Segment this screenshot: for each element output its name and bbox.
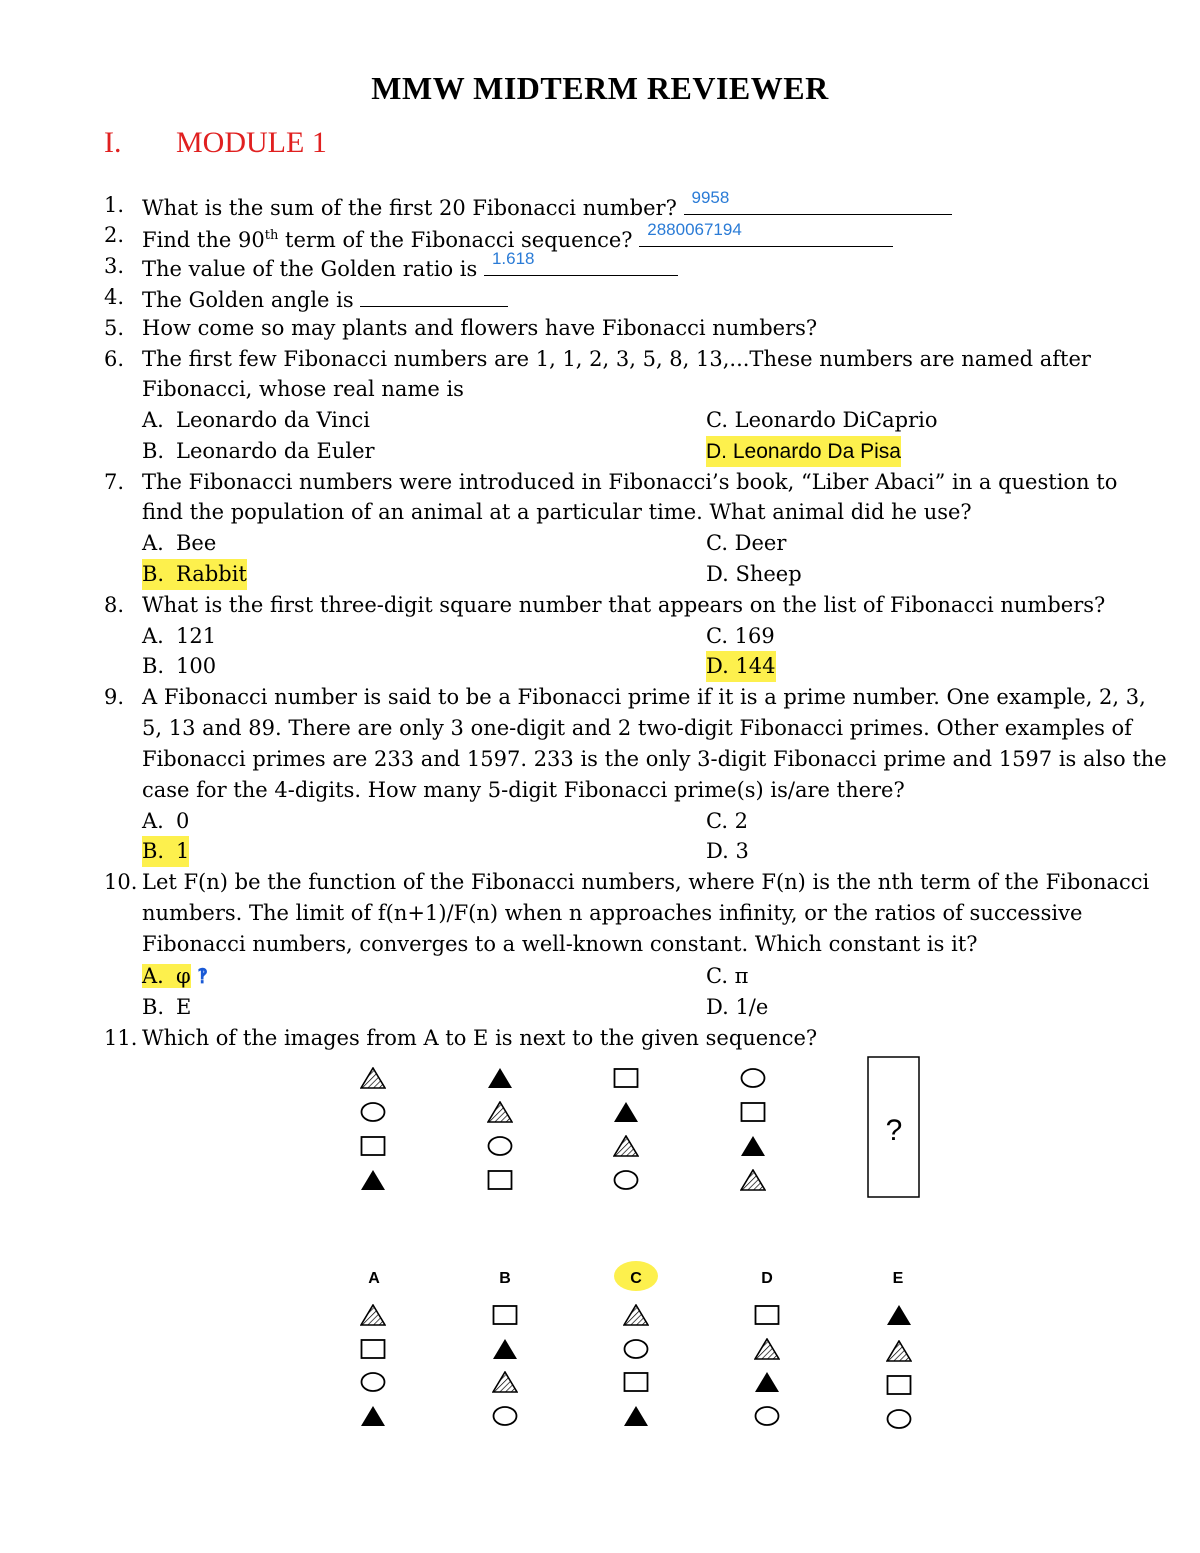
choice-label-c: C bbox=[630, 1270, 642, 1287]
choice-e-column bbox=[887, 1305, 911, 1428]
question-number: 9. bbox=[104, 685, 125, 709]
option-d-correct[interactable]: D. Leonardo Da Pisa bbox=[706, 436, 901, 467]
question-text: A Fibonacci number is said to be a Fibonacci prime if it is a prime number. One example, 2, 3, bbox=[142, 685, 1146, 709]
circle-icon bbox=[625, 1340, 648, 1358]
option-b-correct[interactable]: B. 1 bbox=[142, 836, 189, 867]
circle-icon bbox=[756, 1407, 779, 1425]
square-icon bbox=[362, 1340, 385, 1358]
answer-text: 9958 bbox=[691, 188, 730, 207]
triangle-icon bbox=[493, 1339, 517, 1359]
answer-blank[interactable] bbox=[639, 222, 893, 247]
question-text: Find the 90 bbox=[142, 228, 265, 252]
circle-icon bbox=[742, 1069, 765, 1087]
option-c[interactable]: C. Leonardo DiCaprio bbox=[706, 408, 938, 432]
handwritten-mark-icon: ‽ bbox=[197, 966, 209, 988]
option-a[interactable]: A. 121 bbox=[142, 624, 217, 648]
question-text: How come so may plants and flowers have Fibonacci numbers? bbox=[142, 316, 818, 340]
sequence-unknown-box bbox=[868, 1057, 919, 1197]
choice-a-column bbox=[361, 1305, 385, 1426]
question-text: 5, 13 and 89. There are only 3 one-digit and 2 two-digit Fibonacci primes. Other examples of bbox=[142, 716, 1132, 740]
hatched-triangle-icon bbox=[614, 1136, 638, 1156]
triangle-icon bbox=[361, 1170, 385, 1190]
question-number: 6. bbox=[104, 347, 125, 371]
question-number: 8. bbox=[104, 593, 125, 617]
question-text: Which of the images from A to E is next to the given sequence? bbox=[142, 1026, 818, 1050]
option-b[interactable]: B. E bbox=[142, 995, 192, 1019]
question-text: numbers. The limit of f(n+1)/F(n) when n approaches infinity, or the ratios of successive bbox=[142, 901, 1083, 925]
triangle-icon bbox=[361, 1406, 385, 1426]
module-heading bbox=[104, 126, 327, 160]
triangle-icon bbox=[624, 1406, 648, 1426]
page-title: MMW MIDTERM REVIEWER bbox=[371, 70, 829, 106]
choice-label-a: A bbox=[368, 1270, 380, 1287]
question-text: The Fibonacci numbers were introduced in Fibonacci’s book, “Liber Abaci” in a question to bbox=[142, 470, 1118, 494]
question-text: The Golden angle is bbox=[142, 288, 354, 312]
circle-icon bbox=[615, 1171, 638, 1189]
option-d[interactable]: D. Sheep bbox=[706, 562, 802, 586]
hatched-triangle-icon bbox=[887, 1341, 911, 1361]
sequence-column-1 bbox=[361, 1068, 385, 1190]
question-number: 5. bbox=[104, 316, 125, 340]
question-text: What is the sum of the first 20 Fibonacci number? bbox=[142, 196, 677, 220]
hatched-triangle-icon bbox=[624, 1305, 648, 1325]
question-text: The value of the Golden ratio is bbox=[142, 257, 478, 281]
option-b[interactable]: B. 100 bbox=[142, 654, 217, 678]
choice-label-b: B bbox=[499, 1270, 511, 1287]
square-icon bbox=[756, 1306, 779, 1324]
answer-blank[interactable] bbox=[360, 282, 508, 307]
question-text: Fibonacci numbers, converges to a well-known constant. Which constant is it? bbox=[142, 932, 978, 956]
square-icon bbox=[742, 1103, 765, 1121]
question-mark: ? bbox=[885, 1114, 903, 1147]
triangle-icon bbox=[614, 1102, 638, 1122]
choice-d-column bbox=[755, 1306, 779, 1425]
hatched-triangle-icon bbox=[493, 1372, 517, 1392]
question-number: 11. bbox=[104, 1026, 138, 1050]
sequence-column-4 bbox=[741, 1069, 765, 1190]
question-number: 1. bbox=[104, 193, 125, 217]
option-b[interactable]: B. Leonardo da Euler bbox=[142, 439, 375, 463]
question-text: What is the first three-digit square number that appears on the list of Fibonacci numbers? bbox=[142, 593, 1106, 617]
triangle-icon bbox=[887, 1305, 911, 1325]
module-number: I. bbox=[104, 126, 122, 159]
choice-label-e: E bbox=[892, 1270, 904, 1287]
hatched-triangle-icon bbox=[741, 1170, 765, 1190]
answer-blank[interactable] bbox=[484, 251, 678, 276]
option-c[interactable]: C. Deer bbox=[706, 531, 787, 555]
square-icon bbox=[489, 1171, 512, 1189]
circle-icon bbox=[362, 1103, 385, 1121]
square-icon bbox=[494, 1306, 517, 1324]
choice-label-d: D bbox=[761, 1270, 773, 1287]
question-text: Fibonacci, whose real name is bbox=[142, 377, 464, 401]
question-text: case for the 4-digits. How many 5-digit Fibonacci prime(s) is/are there? bbox=[142, 778, 905, 802]
question-text: find the population of an animal at a particular time. What animal did he use? bbox=[142, 500, 972, 524]
hatched-triangle-icon bbox=[361, 1305, 385, 1325]
option-c[interactable]: C. 169 bbox=[706, 624, 775, 648]
square-icon bbox=[362, 1137, 385, 1155]
question-text: term of the Fibonacci sequence? bbox=[278, 228, 633, 252]
square-icon bbox=[888, 1376, 911, 1394]
option-d-correct[interactable]: D. 144 bbox=[706, 651, 776, 682]
option-a[interactable]: A. Bee bbox=[142, 531, 217, 555]
superscript: th bbox=[264, 228, 279, 243]
question-number: 10. bbox=[104, 870, 138, 894]
module-label: MODULE 1 bbox=[176, 126, 327, 159]
question-number: 7. bbox=[104, 470, 125, 494]
choice-c-column bbox=[624, 1305, 648, 1426]
question-text: Fibonacci primes are 233 and 1597. 233 is the only 3-digit Fibonacci prime and 1597 is also the bbox=[142, 747, 1167, 771]
option-d[interactable]: D. 3 bbox=[706, 839, 749, 863]
question-number: 3. bbox=[104, 254, 125, 278]
answer-blank[interactable] bbox=[684, 190, 952, 215]
shape-sequence-figure bbox=[0, 1050, 1200, 1450]
triangle-icon bbox=[488, 1068, 512, 1088]
circle-icon bbox=[489, 1137, 512, 1155]
circle-icon bbox=[888, 1410, 911, 1428]
hatched-triangle-icon bbox=[488, 1102, 512, 1122]
hatched-triangle-icon bbox=[361, 1068, 385, 1088]
answer-text: 1.618 bbox=[491, 249, 535, 268]
sequence-column-2 bbox=[488, 1068, 512, 1189]
option-a[interactable]: A. Leonardo da Vinci bbox=[142, 408, 371, 432]
question-number: 2. bbox=[104, 223, 125, 247]
sequence-column-3 bbox=[614, 1069, 638, 1189]
question-text: Let F(n) be the function of the Fibonacci numbers, where F(n) is the nth term of the Fibonacci bbox=[142, 870, 1150, 894]
option-a-correct[interactable]: A. φ ‽ bbox=[142, 964, 209, 988]
circle-icon bbox=[362, 1373, 385, 1391]
answer-text: 2880067194 bbox=[647, 220, 742, 239]
hatched-triangle-icon bbox=[755, 1339, 779, 1359]
choice-b-column bbox=[493, 1306, 517, 1425]
triangle-icon bbox=[755, 1372, 779, 1392]
option-c[interactable]: C. 2 bbox=[706, 809, 749, 833]
question-number: 4. bbox=[104, 285, 125, 309]
triangle-icon bbox=[741, 1136, 765, 1156]
square-icon bbox=[625, 1373, 648, 1391]
circle-icon bbox=[494, 1407, 517, 1425]
option-d[interactable]: D. 1/e bbox=[706, 995, 769, 1019]
option-a[interactable]: A. 0 bbox=[142, 809, 190, 833]
question-text: The first few Fibonacci numbers are 1, 1, 2, 3, 5, 8, 13,...These numbers are named after bbox=[142, 347, 1091, 371]
option-b-correct[interactable]: B. Rabbit bbox=[142, 559, 247, 590]
option-c[interactable]: C. π bbox=[706, 964, 749, 988]
square-icon bbox=[615, 1069, 638, 1087]
